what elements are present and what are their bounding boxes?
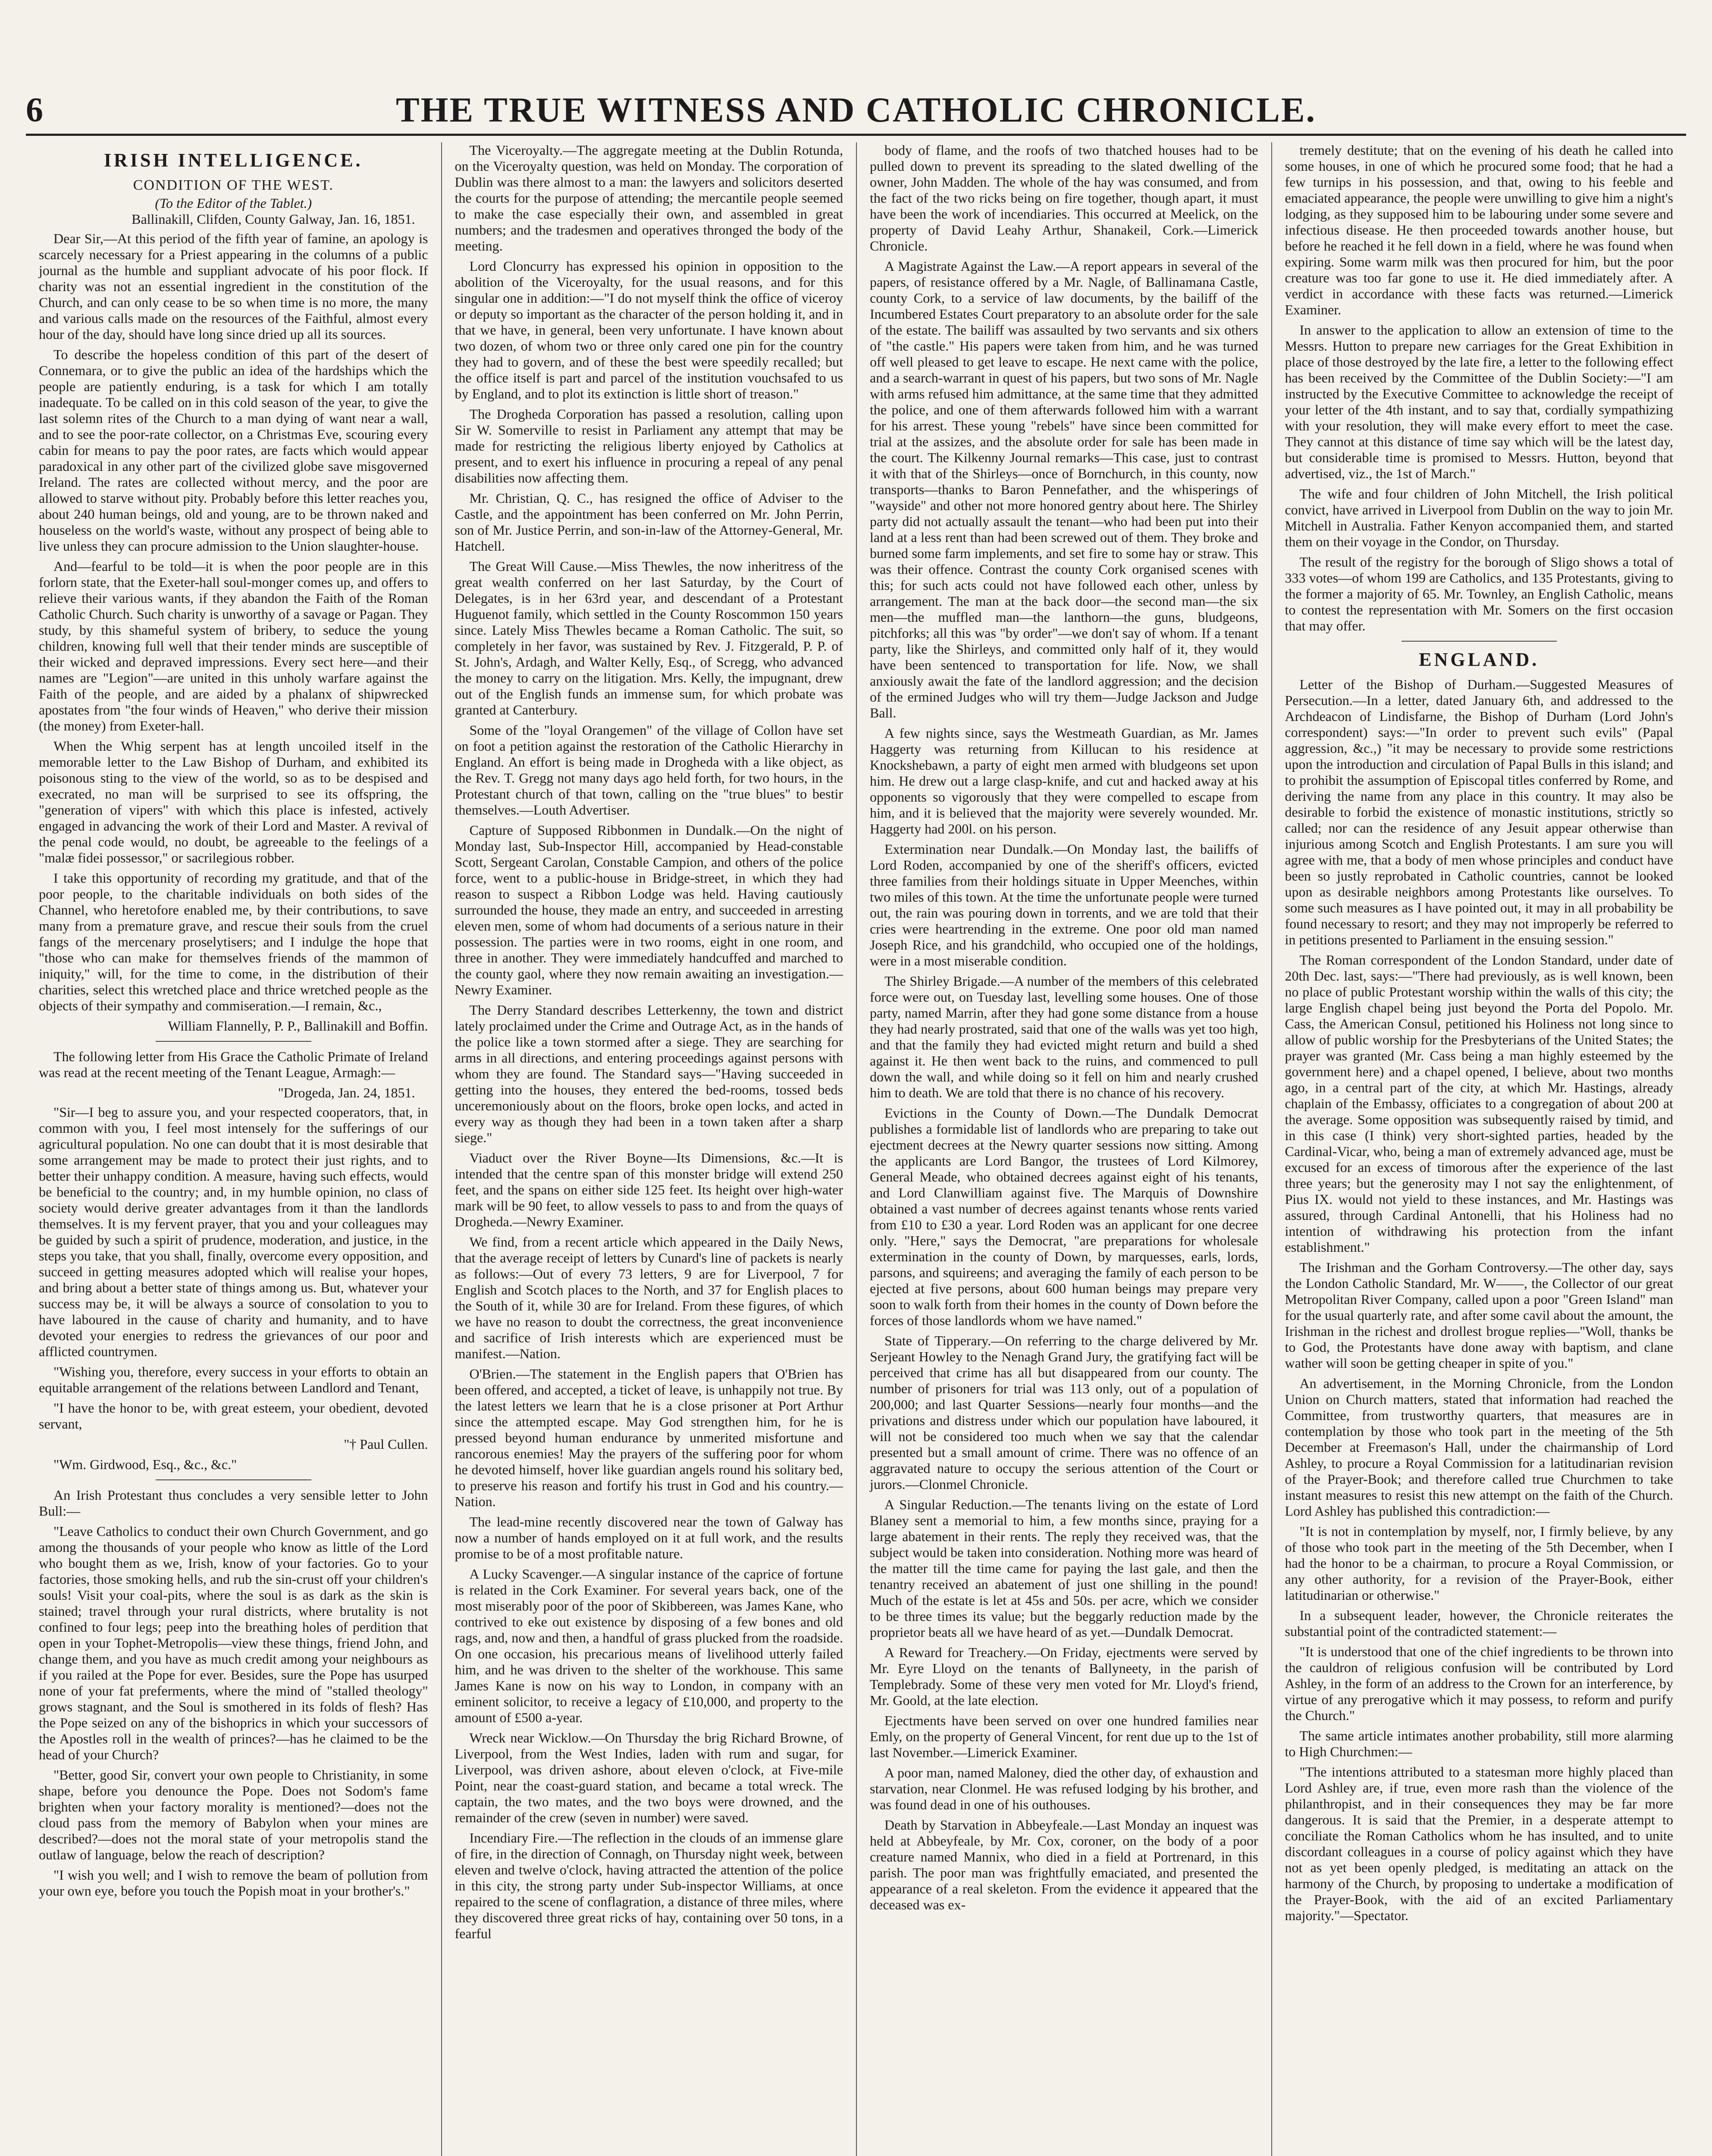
column-4 [1271, 142, 1687, 2156]
paragraph: "Wm. Girdwood, Esq., &c., &c." [53, 1457, 237, 1472]
paragraph: "It is understood that one of the chief ingredients to be thrown into the cauldron of religious confusion will be contributed by Lord Ashley, in the form of an address to the Crown for an interference, by virtue of any prerogative which it may possess, to reform and purify the Church." [1285, 1644, 1673, 1723]
paragraph: Viaduct over the River Boyne—Its Dimensions, &c.—It is intended that the centre span of this monster bridge will extend 250 feet, and the spans on either side 125 feet. Its height over high-water mark will be 90 feet, to allow vessels to pass to and from the quays of Drogheda.—Newry Examiner. [455, 1150, 843, 1229]
paragraph: Capture of Supposed Ribbonmen in Dundalk.—On the night of Monday last, Sub-Inspector Hill, accompanied by Head-constable Scott, Sergeant Carolan, Constable Campion, and others of the police force, went to a public-house in Bridge-street, in which they had reason to suspect a Ribbon Lodge was held. Having cautiously surrounded the house, they made an entry, and succeeded in arresting eleven men, some of whom had documents of a serious nature in their possession. The parties were in two rooms, eight in one room, and three in another. They were immediately handcuffed and marched to the county gaol, where they now remain awaiting an investigation.—Newry Examiner. [455, 822, 843, 997]
page-number: 6 [26, 91, 43, 129]
masthead-title: THE TRUE WITNESS AND CATHOLIC CHRONICLE. [395, 90, 1317, 129]
paragraph: The Viceroyalty.—The aggregate meeting at the Dublin Rotunda, on the Viceroyalty question, was held on Monday. The corporation of Dublin was there almost to a man: the lawyers and solicitors deserted the courts for the purpose of attending; the mercantile people seemed to make the case especially their own, and assembled in great numbers; and the tradesmen and operatives thronged the body of the meeting. [455, 142, 843, 254]
paragraph: I take this opportunity of recording my gratitude, and that of the poor people, to the charitable individuals on both sides of the Channel, who heretofore enabled me, by their contributions, to save many from a premature grave, and rescue their souls from the cruel fangs of the mercenary proselytisers; and I indulge the hope that "those who can make for themselves friends of the mammon of iniquity," will, for the time to come, in the distribution of their charities, select this wretched place and thrice wretched people as the objects of their sympathy and commiseration.—I remain, &c., [39, 870, 428, 1013]
column-2 [441, 142, 856, 2156]
paragraph: "Wishing you, therefore, every success in your efforts to obtain an equitable arrangement of the relations between Landlord and Tenant, [39, 1364, 428, 1395]
paragraph: The Shirley Brigade.—A number of the members of this celebrated force were out, on Tuesday last, levelling some houses. One of those party, named Marrin, after they had gone some distance from a house they had nearly prostrated, said that one of the walls was yet too high, and that the family they had evicted might return and build a shed against it. He then went back to the ruins, and commenced to pull down the wall, and while doing so it fell on him and nearly crushed him to death. We are told that there is no chance of his recovery. [870, 973, 1258, 1100]
paragraph: An advertisement, in the Morning Chronicle, from the London Union on Church matters, stated that information had reached the Committee, from trustworthy quarters, that measures are in contemplation by those who took part in the meeting of the 5th December at Freemason's Hall, under the chairmanship of Lord Ashley, to procure a Royal Commission for a latitudinarian revision of the Prayer-Book; and therefore called true Churchmen to take instant measures to resist this new attempt on the faith of the Church. Lord Ashley has published this contradiction:— [1285, 1376, 1673, 1519]
column-1 [26, 142, 441, 2156]
paragraph: The Drogheda Corporation has passed a resolution, calling upon Sir W. Somerville to resist in Parliament any attempt that may be made for restricting the religious liberty enjoyed by Catholics at present, and to exert his influence in procuring a repeal of any penal disabilities now affecting them. [455, 406, 843, 486]
paragraph: An Irish Protestant thus concludes a very sensible letter to John Bull:— [39, 1487, 428, 1519]
paragraph: A Lucky Scavenger.—A singular instance of the caprice of fortune is related in the Cork Examiner. For several years back, one of the most miserably poor of the poor of Skibbereen, was James Kane, who contrived to eke out existence by disposing of a few bones and old rags, and, now and then, a handful of grass plucked from the roadside. On one occasion, his precarious means of livelihood utterly failed him, and he was driven to the shelter of the workhouse. This same James Kane is now on his way to London, in company with an eminent solicitor, to receive a legacy of £10,000, and property to the amount of £500 a-year. [455, 1566, 843, 1725]
paragraph: The Derry Standard describes Letterkenny, the town and district lately proclaimed under the Crime and Outrage Act, as in the hands of the police like a town stormed after a siege. They are searching for arms in all directions, and entering proceedings against persons with whom they are found. The Standard says—"Having succeeded in getting into the houses, they entered the bed-rooms, tossed beds unceremoniously about on the floors, broke open locks, and acted in every way as though they had been in a town taken after a sharp siege." [455, 1002, 843, 1145]
signature: "† Paul Cullen. [344, 1436, 428, 1452]
paragraph: The result of the registry for the borough of Sligo shows a total of 333 votes—of whom 199 are Catholics, and 135 Protestants, giving to the former a majority of 65. Mr. Townley, an English Catholic, means to contest the representation with Mr. Somers on the first occasion that may offer. [1285, 554, 1673, 633]
paragraph: The Great Will Cause.—Miss Thewles, the now inheritress of the great wealth conferred on her last Saturday, by the Court of Delegates, is in her 63rd year, and descendant of a Protestant Huguenot family, which settled in the County Roscommon 150 years since. Lately Miss Thewles became a Roman Catholic. The suit, so completely in her favor, was sustained by Rev. J. Fitzgerald, P. P. of St. John's, Ardagh, and Walter Kelly, Esq., of Scregg, who advanced the money to carry on the litigation. Mrs. Kelly, the impugnant, drew out of the English funds an immense sum, for which probate was granted at Canterbury. [455, 558, 843, 718]
paragraph: In answer to the application to allow an extension of time to the Messrs. Hutton to prepare new carriages for the Great Exhibition in place of those destroyed by the late fire, a letter to the following effect has been received by the Committee of the Dublin Society:—"I am instructed by the Executive Committee to acknowledge the receipt of your letter of the 4th instant, and to say that, cordially sympathizing with your resolution, they will make every effort to meet the case. They cannot at this distance of time say which will be the latest day, but considerable time is promised to Messrs. Hutton, beyond that advertised, viz., the 1st of March." [1285, 322, 1673, 481]
paragraph: The Roman correspondent of the London Standard, under date of 20th Dec. last, says:—"There had previously, as is well known, been no place of public Protestant worship within the walls of this city; the large English chapel being just beyond the Porta del Popolo. Mr. Cass, the American Consul, petitioned his Holiness not long since to allow of public worship for the Presbyterians of the United States; the prayer was granted (Mr. Cass being a man highly esteemed by the government here) and a chapel opened, I believe, about two months ago, in a central part of the city, at which Mr. Hastings, already chaplain of the Embassy, officiates to a congregation of about 200 at the average. Some opposition was subsequently raised by timid, and in this case (I think) very short-sighted parties, headed by the Cardinal-Vicar, who, being a man of extremely advanced age, must be excused for an excess of timorous after the experience of the last three years; but the generosity may I not say the enlightenment, of Pius IX. would not yield to these instances, and Mr. Hastings was assured, through Cardinal Antonelli, that his Holiness had no intention of withdrawing his protection from the infant establishment." [1285, 952, 1673, 1255]
paragraph: The following letter from His Grace the Catholic Primate of Ireland was read at the recent meeting of the Tenant League, Armagh:— [39, 1049, 428, 1080]
divider [156, 1041, 311, 1042]
paragraph: "Sir—I beg to assure you, and your respected cooperators, that, in common with you, I feel most intensely for the sufferings of our agricultural population. No one can doubt that it is most desirable that some arrangement may be made to protect their just rights, and to better their unhappy condition. A measure, having such effects, would be beneficial to the country; and, in my humble opinion, no class of society would derive greater advantages from it than the landlords themselves. It is my fervent prayer, that you and your colleagues may be guided by such a spirit of prudence, moderation, and justice, in the steps you take, that you shall, finally, overcome every opposition, and succeed in getting measures adopted which will realise your hopes, and bring about a better state of things among us. But, whatever your success may be, it will be always a source of consolation to you to have laboured in the cause of charity and humanity, and to have devoted your energies to redress the grievances of our poor and afflicted countrymen. [39, 1104, 428, 1359]
paragraph: "Better, good Sir, convert your own people to Christianity, in some shape, before you denounce the Pope. Does not Sodom's fame brighten when your factory morality is mentioned?—does not the cloud pass from the memory of Babylon when your mines are described?—does not the moral state of your metropolis stand the outlaw of language, below the reach of description? [39, 1767, 428, 1862]
paragraph: And—fearful to be told—it is when the poor people are in this forlorn state, that the Exeter-hall soul-monger comes up, and offers to relieve their various wants, if they abandon the Faith of the Roman Catholic Church. Such charity is unworthy of a savage or Pagan. They study, by this shameful system of bribery, to seduce the young children, knowing full well that their tender minds are susceptible of their wicked and depraved impressions. Every sect here—and their names are "Legion"—are united in this unholy warfare against the Faith of the people, and are aided by a phalanx of shipwrecked apostates from "the four winds of Heaven," who derive their mission (the money) from Exeter-hall. [39, 558, 428, 733]
paragraph: Letter of the Bishop of Durham.—Suggested Measures of Persecution.—In a letter, dated January 6th, and addressed to the Archdeacon of Lindisfarne, the Bishop of Durham (Lord John's correspondent) says:—"In order to prevent such evils" (Papal aggression, &c.,) "it may be necessary to provide some restrictions upon the introduction and circulation of Papal Bulls in this island; and to prohibit the assumption of Episcopal titles conferred by Rome, and deriving the name from any place in this country. It may also be desirable to forbid the existence of monastic institutions, strictly so called; nor can the residence of any Jesuit appear otherwise than injurious among Scotch and English Protestants. I am sure you will agree with me, that a body of men whose principles and conduct have been so justly reprobated in Catholic countries, cannot be looked upon as desirable neighbors among Protestants like ourselves. To some such measures as I have pointed out, it may in all probability be found necessary to resort; and they may not improperly be referred to in petitions presented to Parliament in the ensuing session." [1285, 677, 1673, 947]
paragraph: tremely destitute; that on the evening of his death he called into some houses, in one of which he procured some food; that he had a few turnips in his possession, and that, owing to his feeble and emaciated appearance, the people were unwilling to give him a night's lodging, as they supposed him to be labouring under some severe and infectious disease. He then proceeded towards another house, but before he reached it he fell down in a field, where he was found when expiring. Some warm milk was then procured for him, but the poor creature was too far gone to use it. He died immediately after. A verdict in accordance with these facts was returned.—Limerick Examiner. [1285, 142, 1673, 317]
paragraph: The wife and four children of John Mitchell, the Irish political convict, have arrived in Liverpool from Dublin on the way to join Mr. Mitchell in Australia. Father Kenyon accompanied them, and started them on their voyage in the Condor, on Thursday. [1285, 486, 1673, 549]
paragraph: "Leave Catholics to conduct their own Church Government, and go among the thousands of your people who know as little of the Lord who bought them as we, Irish, know of your factories. Go to your factories, those smoking hells, and rub the sin-crust off your children's souls! Visit your coal-pits, where the soul is as dark as the skin is stained; travel through your rural districts, where brutality is not confined to four legs; peep into the breathing holes of perdition that open in your Tophet-Metropolis—view these things, friend John, and change them, and you have as much credit among your neighbours as if you railed at the Pope for ever. Besides, sure the Pope has usurped none of your fat preferments, where the mind of "stalled theology" grows stagnant, and the Soul is smothered in its folds of flesh? Has the Pope seized on any of the bishoprics in which your successors of the Apostles roll in the wealth of princes?—has he claimed to be the head of your Church? [39, 1523, 428, 1762]
paragraph: The Irishman and the Gorham Controversy.—The other day, says the London Catholic Standard, Mr. W——, the Collector of our great Metropolitan River Company, called upon a poor "Green Island" man for the usual quarterly rate, and after some cavil about the amount, the Irishman in the richest and drollest brogue replies—"Woll, thanks be to God, the Protestants have done away with baptism, and clane wather will soon be getting cheaper in spite of you." [1285, 1260, 1673, 1371]
dateline: Ballinakill, Clifden, County Galway, Jan. 16, 1851. [132, 211, 415, 227]
paragraph: To describe the hopeless condition of this part of the desert of Connemara, or to give the public an idea of the hardships which the people are patiently enduring, is a task for which I am totally inadequate. To be called on in this cold season of the year, to give the last solemn rites of the Church to a man dying of want near a wall, and to see the poor-rate collector, on a Christmas Eve, scouring every cabin for means to pay the poor rates, are facts which would appear paradoxical in any other part of the civilized globe save misgoverned Ireland. The rates are collected without mercy, and the poor are allowed to starve without pity. Probably before this letter reaches you, about 240 human beings, old and young, are to be thrown naked and houseless on the world's waste, without any prospect of being able to live unless they can procure admission to the Union slaughter-house. [39, 347, 428, 554]
paragraph: A few nights since, says the Westmeath Guardian, as Mr. James Haggerty was returning from Killucan to his residence at Knockshebawn, a party of eight men armed with bludgeons set upon him. He drew out a large clasp-knife, and cut and hacked away at his opponents so vigorously that they were compelled to escape from him, and it is believed that the majority were severely wounded. Mr. Haggerty had 200l. on his person. [870, 725, 1258, 837]
to-editor-line: (To the Editor of the Tablet.) [155, 195, 312, 211]
dateline: "Drogeda, Jan. 24, 1851. [278, 1085, 415, 1100]
paragraph: A Reward for Treachery.—On Friday, ejectments were served by Mr. Eyre Lloyd on the tenants of Ballyneety, in the parish of Templebrady. Some of these very men voted for Mr. Lloyd's friend, Mr. Goold, at the late election. [870, 1645, 1258, 1708]
paragraph: Extermination near Dundalk.—On Monday last, the bailiffs of Lord Roden, accompanied by one of the sheriff's officers, evicted three families from their holdings situate in Upper Meenches, within two miles of this town. At the time the unfortunate people were turned out, the rain was pouring down in torrents, and we are told that their cries were heartrending in the extreme. One poor old man named Joseph Rice, and his grandchild, who occupied one of the holdings, were in a most miserable condition. [870, 841, 1258, 968]
paragraph: body of flame, and the roofs of two thatched houses had to be pulled down to prevent its spreading to the slated dwelling of the owner, John Madden. The whole of the hay was consumed, and from the fact of the two ricks being on fire together, though apart, it must have been the work of incendiaries. This occurred at Meelick, on the property of David Leahy Arthur, Shanakeil, Cork.—Limerick Chronicle. [870, 142, 1258, 254]
section-heading-irish-intelligence: IRISH INTELLIGENCE. [103, 150, 363, 171]
paragraph: A Singular Reduction.—The tenants living on the estate of Lord Blaney sent a memorial to him, a few months since, praying for a large abatement in their rents. The reply they received was, that the subject would be taken into consideration. Nothing more was heard of the matter till the time came for paying the last gale, and then the tenantry received an abatement of just one shilling in the pound! Much of the estate is let at 45s and 50s. per acre, which we consider to be three times its value; but the beggarly reduction made by the proprietor beats all we have heard of as yet.—Dundalk Democrat. [870, 1497, 1258, 1640]
paragraph: State of Tipperary.—On referring to the charge delivered by Mr. Serjeant Howley to the Nenagh Grand Jury, the gratifying fact will be perceived that crime has all but disappeared from our county. The number of prisoners for trial was 113 only, out of a population of 200,000; and last Quarter Sessions—nearly four months—and the privations and distress under which our population have laboured, it will not be considered too much when we say that the calendar presented but a small amount of crime. There was no offence of an aggravated nature to occupy the serious attention of the Court or jurors.—Clonmel Chronicle. [870, 1333, 1258, 1492]
paragraph: "I have the honor to be, with great esteem, your obedient, devoted servant, [39, 1400, 428, 1432]
paragraph: Lord Cloncurry has expressed his opinion in opposition to the abolition of the Viceroyalty, for the usual reasons, and for this singular one in addition:—"I do not myself think the office of viceroy or deputy so important as the character of the person holding it, and in that we have, in general, been very unfortunate. I have known about two dozen, of whom two or three only cared one pin for the country they had to govern, and of these the best were speedily recalled; but the office itself is part and parcel of the institution vouchsafed to us by England, and to plot its extinction is little short of treason." [455, 258, 843, 401]
column-3 [856, 142, 1271, 2156]
paragraph: "The intentions attributed to a statesman more highly placed than Lord Ashley are, if true, even more rash than the violence of the philanthropist, and in their consequences they may be far more dangerous. It is said that the Premier, in a desperate attempt to conciliate the Roman Catholics whom he has insulted, and to unite discordant colleagues in a course of policy against which they have not as yet been openly pledged, is meditating an attack on the harmony of the Church, by proposing to undertake a modification of the Prayer-Book, with the aid of an excited Parliamentary majority."—Spectator. [1285, 1764, 1673, 1923]
article-columns [26, 142, 1686, 2156]
section-heading-england: ENGLAND. [1419, 649, 1540, 670]
divider [1402, 641, 1557, 642]
signature: William Flannelly, P. P., Ballinakill and Boffin. [168, 1018, 428, 1034]
paragraph: Dear Sir,—At this period of the fifth year of famine, an apology is scarcely necessary for a Priest appearing in the columns of a public journal as the humble and suppliant advocate of his poor flock. If charity was not an essential ingredient in the constitution of the Church, and can only cease to be so when time is no more, the many and various calls made on the resources of the Faithful, almost every hour of the day, should have long since dried up all its sources. [39, 231, 428, 342]
paragraph: Ejectments have been served on over one hundred families near Emly, on the property of General Vincent, for rent due up to the 1st of last November.—Limerick Examiner. [870, 1713, 1258, 1760]
paragraph: A poor man, named Maloney, died the other day, of exhaustion and starvation, near Clonmel. He was refused lodging by his brother, and was found dead in one of his outhouses. [870, 1765, 1258, 1812]
paragraph: "I wish you well; and I wish to remove the beam of pollution from your own eye, before you touch the Popish moat in your brother's." [39, 1867, 428, 1899]
paragraph: A Magistrate Against the Law.—A report appears in several of the papers, of resistance offered by a Mr. Nagle, of Ballinamana Castle, county Cork, to a service of law documents, by the bailiff of the Incumbered Estates Court preparatory to an absolute order for the sale of the estate. The bailiff was assaulted by two servants and six others of "the castle." His papers were taken from him, and he was turned off well pleased to get leave to escape. He next came with the police, and a search-warrant in quest of his papers, but two sons of Mr. Nagle with arms refused him admittance, at the same time that they admitted the police, and one of them afterwards followed him with a warrant for his arrest. These young "rebels" have since been committed for trial at the assizes, and the absolute order for sale has been made in the court. The Kilkenny Journal remarks—This case, just to contrast it with that of the Shirleys—once of Bornchurch, in this county, now transports—thanks to Baron Pennefather, and the whisperings of "wayside" and other not more honored gentry about here. The Shirley party did not actually assault the tenant—who had been put into their land at a less rent than had been screwed out of them. They broke and burned some farm implements, and set fire to some hay or straw. This was their offence. Contrast the county Cork organised scenes with this; for such acts could not have followed each other, unless by arrangement. The man at the back door—the second man—the six men—the muffled man—the lanthorn—the guns, bludgeons, pitchforks; all this was "by order"—we don't say of whom. If a tenant party, like the Shirleys, and committed only half of it, they would have been sentenced to transportation for life. Now, we shall anxiously await the fate of the landlord aggression; and the decision of the ermined Judges who will try them—Judge Jackson and Judge Ball. [870, 258, 1258, 721]
paragraph: "It is not in contemplation by myself, nor, I firmly believe, by any of those who took part in the meeting of the 5th December, when I had the honor to be a chairman, to procure a Royal Commission, or any other authority, for a revision of the Prayer-Book, either latitudinarian or otherwise." [1285, 1523, 1673, 1603]
paragraph: Some of the "loyal Orangemen" of the village of Collon have set on foot a petition against the restoration of the Catholic Hierarchy in England. An effort is being made in Drogheda with a like object, as the Rev. T. Gregg not many days ago held forth, for two hours, in the Protestant church of that town, calling on the "true blues" to bestir themselves.—Louth Advertiser. [455, 722, 843, 818]
paragraph: Wreck near Wicklow.—On Thursday the brig Richard Browne, of Liverpool, from the West Indies, laden with rum and sugar, for Liverpool, was driven ashore, about eleven o'clock, at Five-mile Point, near the coast-guard station, and became a total wreck. The captain, the two mates, and the two boys were drowned, and the remainder of the crew (seven in number) were saved. [455, 1730, 843, 1825]
article-heading: CONDITION OF THE WEST. [133, 177, 334, 193]
paragraph: Mr. Christian, Q. C., has resigned the office of Adviser to the Castle, and the appointment has been conferred on Mr. John Perrin, son of Mr. Justice Perrin, and son-in-law of the Attorney-General, Mr. Hatchell. [455, 490, 843, 554]
paragraph: The lead-mine recently discovered near the town of Galway has now a number of hands employed on it at full work, and the results promise to be of a most profitable nature. [455, 1514, 843, 1561]
paragraph: When the Whig serpent has at length uncoiled itself in the memorable letter to the Law Bishop of Durham, and exhibited its poisonous sting to the view of the world, so as to be despised and execrated, no man will be surprised to see its offspring, the "generation of vipers" with which this place is infested, actively engaged in advancing the work of their Lord and Master. A revival of the penal code would, no doubt, be agreeable to the feelings of a "malæ fidei possessor," or sacrilegious robber. [39, 738, 428, 865]
paragraph: O'Brien.—The statement in the English papers that O'Brien has been offered, and accepted, a ticket of leave, is unhappily not true. By the latest letters we learn that he is a close prisoner at Port Arthur since the attempted escape. May God strengthen him, for he is pressed beyond human endurance by unmerited misfortune and rancorous enemies! May the prayers of the suffering poor for whom he devoted himself, hover like guardian angels round his solitary bed, to preserve his reason and fortify his trust in God and his country.—Nation. [455, 1366, 843, 1509]
paragraph: Incendiary Fire.—The reflection in the clouds of an immense glare of fire, in the direction of Connagh, on Thursday night week, between eleven and twelve o'clock, having attracted the attention of the police in this city, the strong party under Sub-inspector Williams, at once repaired to the scene of conflagration, a distance of three miles, where they discovered three great ricks of hay, containing over 50 tons, in a fearful [455, 1830, 843, 1941]
masthead [26, 86, 1686, 136]
paragraph: Death by Starvation in Abbeyfeale.—Last Monday an inquest was held at Abbeyfeale, by Mr. Cox, coroner, on the body of a poor creature named Mannix, who died in a field at Portrenard, in this parish. The poor man was frightfully emaciated, and presented the appearance of a real skeleton. From the evidence it appeared that the deceased was ex- [870, 1817, 1258, 1912]
paragraph: In a subsequent leader, however, the Chronicle reiterates the substantial point of the contradicted statement:— [1285, 1608, 1673, 1639]
paragraph: Evictions in the County of Down.—The Dundalk Democrat publishes a formidable list of landlords who are preparing to take out ejectment decrees at the Newry quarter sessions now sitting. Among the applicants are Lord Bangor, the trustees of Lord Kilmorey, General Meade, who obtained decrees against eight of his tenants, and Lord Clanwilliam against five. The Marquis of Downshire obtained a vast number of decrees against tenants whose rents varied from £10 to £30 a year. Lord Roden was an applicant for one decree only. "Here," says the Democrat, "are preparations for wholesale extermination in the county of Down, by marquesses, earls, lords, parsons, and squireens; and averaging the family of each person to be ejected at five persons, about 600 human beings may prepare very soon to walk forth from their homes in the county of Down before the forces of those landlords whom we have named." [870, 1105, 1258, 1328]
divider [156, 1479, 311, 1480]
paragraph: The same article intimates another probability, still more alarming to High Churchmen:— [1285, 1728, 1673, 1759]
paragraph: We find, from a recent article which appeared in the Daily News, that the average receipt of letters by Cunard's line of packets is nearly as follows:—Out of every 73 letters, 9 are for Liverpool, 7 for English and Scotch places to the North, and 37 for English places to the South of it, while 30 are for Ireland. From these figures, of which we have no reason to doubt the correctness, the great inconvenience and sacrifice of Irish interests which are experienced must be manifest.—Nation. [455, 1234, 843, 1361]
